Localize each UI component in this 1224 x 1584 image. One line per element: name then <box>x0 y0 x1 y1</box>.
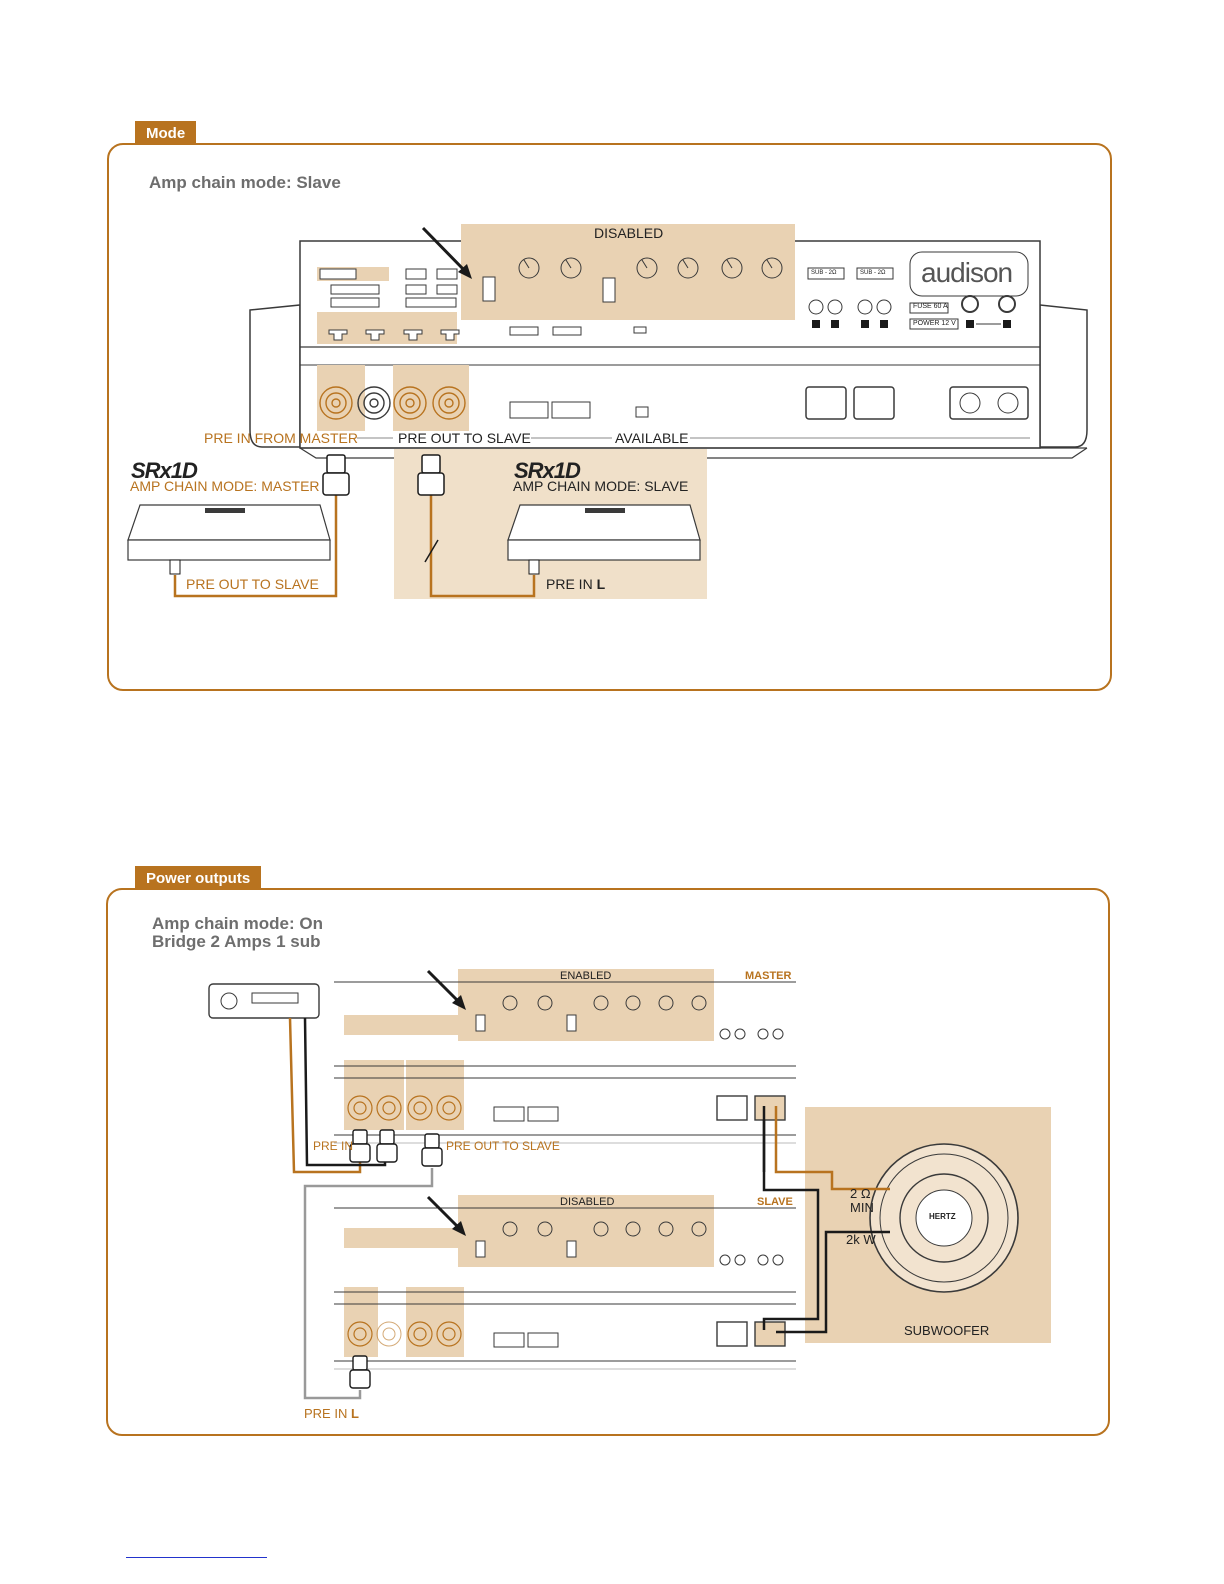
fuse-label: FUSE 60 A <box>913 303 948 310</box>
right-amp-pre-in-channel: L <box>596 576 606 592</box>
left-amp-pre-out: PRE OUT TO SLAVE <box>186 576 319 592</box>
power-rating: 2k W <box>846 1232 876 1247</box>
master-role-label: MASTER <box>745 970 792 982</box>
label-pre-in: PRE IN <box>313 1139 354 1153</box>
label-pre-out-to-slave-2: PRE OUT TO SLAVE <box>446 1139 560 1153</box>
power-label: POWER 12 V <box>913 320 956 327</box>
sub-terminal-label-2: SUB - 2Ω <box>860 270 886 276</box>
footnote-rule <box>126 1557 267 1558</box>
right-amp-pre-in-text: PRE IN <box>546 576 593 592</box>
subwoofer-brand-logo: HERTZ <box>929 1212 956 1221</box>
label-pre-in-bottom-text: PRE IN <box>304 1406 348 1421</box>
section-tab-power-outputs: Power outputs <box>135 866 261 890</box>
label-pre-out-to-slave: PRE OUT TO SLAVE <box>398 430 531 446</box>
right-amp-model-logo: SRx1D <box>514 458 580 483</box>
label-pre-in-from-master: PRE IN FROM MASTER <box>204 430 359 446</box>
subwoofer-label: SUBWOOFER <box>904 1323 990 1338</box>
master-status-enabled: ENABLED <box>560 970 612 982</box>
power-section-heading-1: Amp chain mode: On <box>152 914 323 933</box>
section-tab-mode: Mode <box>135 121 196 145</box>
impedance-min: MIN <box>850 1200 874 1215</box>
label-available: AVAILABLE <box>615 430 689 446</box>
impedance-value: 2 Ω <box>850 1186 871 1201</box>
right-amp-chain-mode: AMP CHAIN MODE: SLAVE <box>513 478 689 494</box>
label-pre-in-bottom-channel: L <box>350 1406 359 1421</box>
mode-section-heading: Amp chain mode: Slave <box>149 173 341 192</box>
sub-terminal-label-1: SUB - 2Ω <box>811 270 837 276</box>
panel-status-disabled: DISABLED <box>594 225 664 241</box>
power-section-heading-2: Bridge 2 Amps 1 sub <box>152 932 321 951</box>
slave-status-disabled: DISABLED <box>560 1196 615 1208</box>
brand-logo-text: audison <box>921 257 1013 288</box>
left-amp-chain-mode: AMP CHAIN MODE: MASTER <box>130 478 320 494</box>
left-amp-model-logo: SRx1D <box>131 458 197 483</box>
slave-role-label: SLAVE <box>757 1196 793 1208</box>
label-pre-in-bottom <box>304 1406 359 1421</box>
